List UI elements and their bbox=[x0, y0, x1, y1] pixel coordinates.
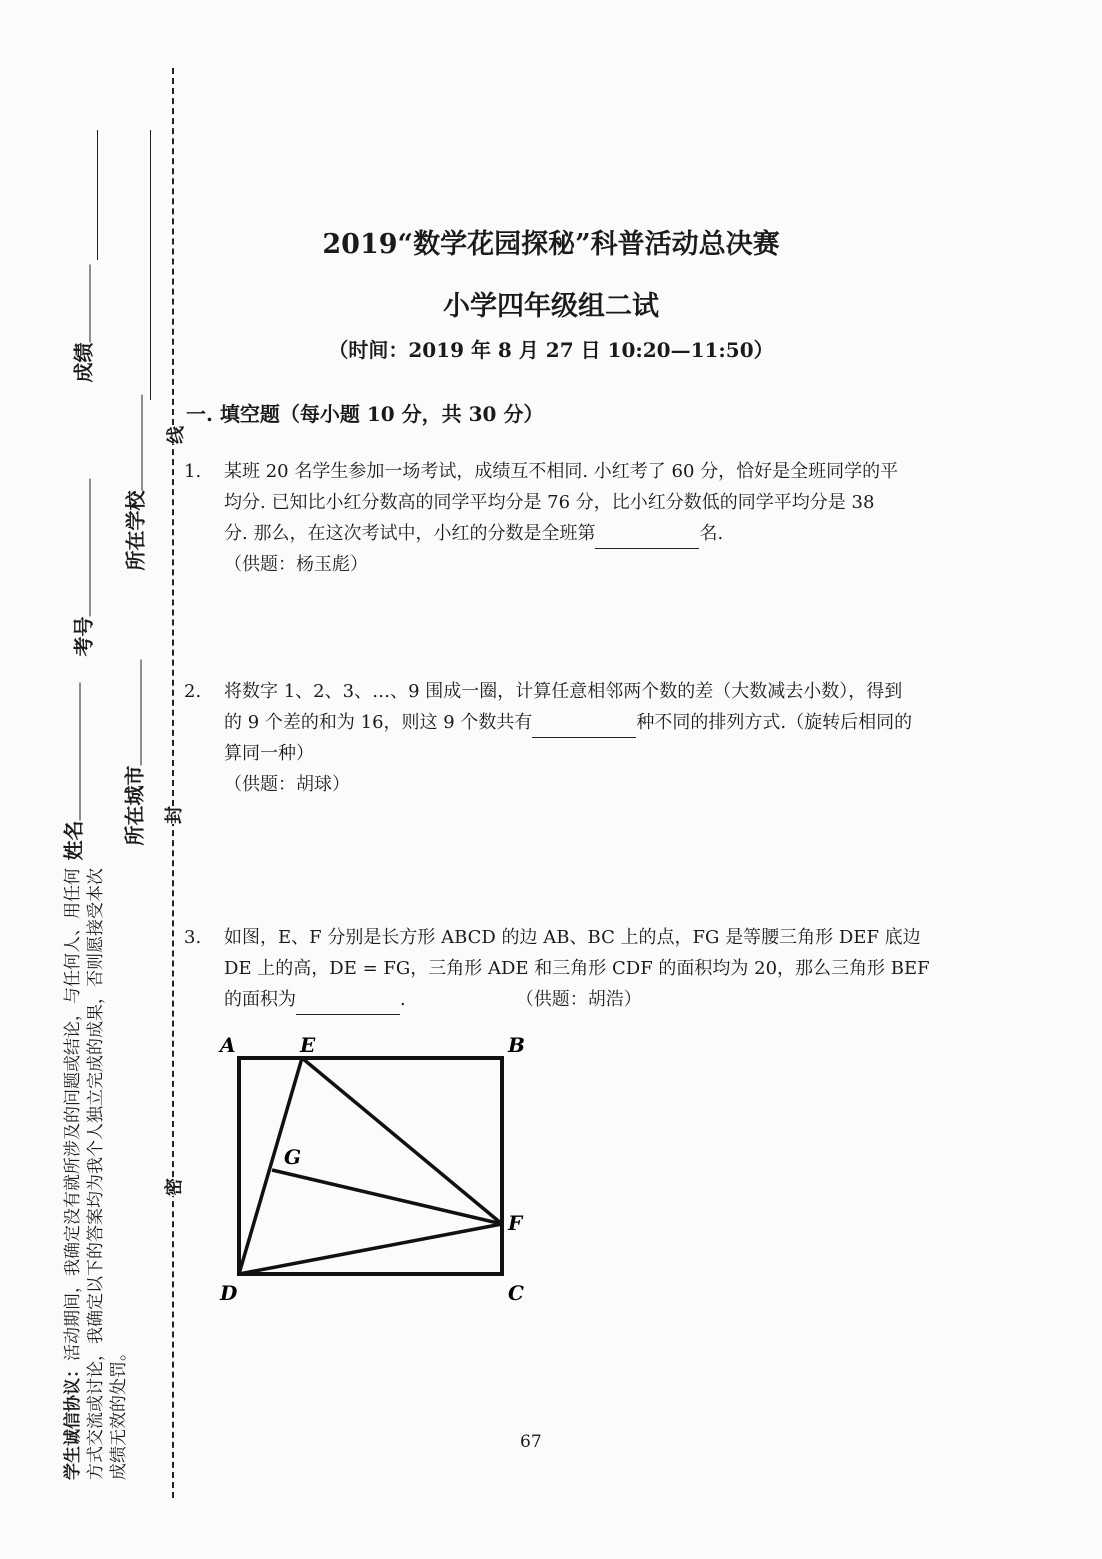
question-text: 的面积为 bbox=[224, 989, 296, 1010]
question-text: 将数字 1、2、3、…、9 围成一圈，计算任意相邻两个数的差（大数减去小数），得到 bbox=[224, 681, 903, 702]
pledge-text: 活动期间，我确定没有就所涉及的问题或结论，与任何人、用任何方式交流或讨论，我确定以下的答案均为我个人独立完成的成果，否则愿接受本次成绩无效的处罚。 bbox=[63, 868, 129, 1480]
rectangle-abcd bbox=[239, 1058, 502, 1274]
city-blank[interactable] bbox=[141, 660, 142, 766]
score-label: 成绩 bbox=[71, 342, 96, 383]
label-d: D bbox=[220, 1281, 238, 1305]
answer-blank[interactable] bbox=[296, 994, 400, 1015]
answer-blank[interactable] bbox=[595, 528, 699, 549]
question-number: 2. bbox=[184, 681, 202, 702]
question-credit: （供题：胡浩） bbox=[515, 989, 642, 1010]
seal-char-line: 线 bbox=[160, 426, 190, 444]
exam-no-field[interactable] bbox=[68, 477, 97, 657]
school-label: 所在学校 bbox=[123, 490, 148, 571]
question-3 bbox=[184, 922, 1014, 1022]
geometry-figure bbox=[210, 1028, 540, 1308]
binding-dashed-line bbox=[172, 68, 174, 1498]
question-credit: （供题：胡球） bbox=[224, 774, 350, 795]
question-text: DE 上的高，DE = FG，三角形 ADE 和三角形 CDF 的面积均为 20，那么三角形 BEF bbox=[224, 958, 930, 979]
question-text: 种不同的排列方式.（旋转后相同的 bbox=[636, 712, 913, 733]
city-field[interactable] bbox=[119, 660, 148, 846]
question-number: 3. bbox=[184, 927, 202, 948]
question-text: 分. 那么，在这次考试中，小红的分数是全班第 bbox=[224, 523, 596, 544]
seal-char-seal: 封 bbox=[158, 806, 188, 824]
label-f: F bbox=[508, 1211, 523, 1235]
question-text: 某班 20 名学生参加一场考试，成绩互不相同. 小红考了 60 分，恰好是全班同学的平 bbox=[224, 461, 899, 482]
question-text: 均分. 已知比小红分数高的同学平均分是 76 分，比小红分数低的同学平均分是 38 bbox=[224, 492, 875, 513]
question-1 bbox=[184, 456, 1014, 586]
name-field[interactable] bbox=[58, 681, 87, 861]
question-text: 算同一种） bbox=[224, 743, 314, 764]
question-2 bbox=[184, 676, 1014, 806]
exam-no-label: 考号 bbox=[71, 616, 96, 657]
name-blank[interactable] bbox=[80, 683, 81, 821]
exam-subtitle: 小学四年级组二试 bbox=[443, 291, 659, 322]
segment-df bbox=[239, 1224, 502, 1274]
name-label: 姓名 bbox=[61, 820, 86, 861]
exam-time: （时间：2019 年 8 月 27 日 10:20—11:50） bbox=[328, 338, 774, 362]
city-label: 所在城市 bbox=[122, 765, 147, 846]
exam-title: 2019“数学花园探秘”科普活动总决赛 bbox=[322, 229, 780, 260]
exam-no-blank[interactable] bbox=[90, 479, 91, 617]
question-text: 如图，E、F 分别是长方形 ABCD 的边 AB、BC 上的点，FG 是等腰三角形 DEF 底边 bbox=[224, 927, 921, 948]
label-g: G bbox=[284, 1145, 302, 1169]
question-number: 1. bbox=[184, 461, 202, 482]
pledge-title: 学生诚信协议： bbox=[63, 1361, 83, 1480]
question-text: . bbox=[400, 989, 406, 1010]
answer-blank[interactable] bbox=[532, 717, 636, 738]
label-b: B bbox=[508, 1033, 525, 1057]
label-a: A bbox=[220, 1033, 236, 1057]
school-blank[interactable] bbox=[142, 395, 143, 491]
integrity-pledge bbox=[62, 860, 131, 1480]
seal-char-secret: 密 bbox=[158, 1178, 188, 1196]
question-text: 名. bbox=[699, 523, 724, 544]
label-e: E bbox=[300, 1033, 316, 1057]
section-title: 一. 填空题（每小题 10 分，共 30 分） bbox=[186, 402, 544, 426]
school-field[interactable] bbox=[120, 395, 149, 571]
label-c: C bbox=[508, 1281, 524, 1305]
question-text: 的 9 个差的和为 16，则这 9 个数共有 bbox=[224, 712, 533, 733]
question-credit: （供题：杨玉彪） bbox=[224, 554, 368, 575]
page-number: 67 bbox=[520, 1432, 542, 1452]
